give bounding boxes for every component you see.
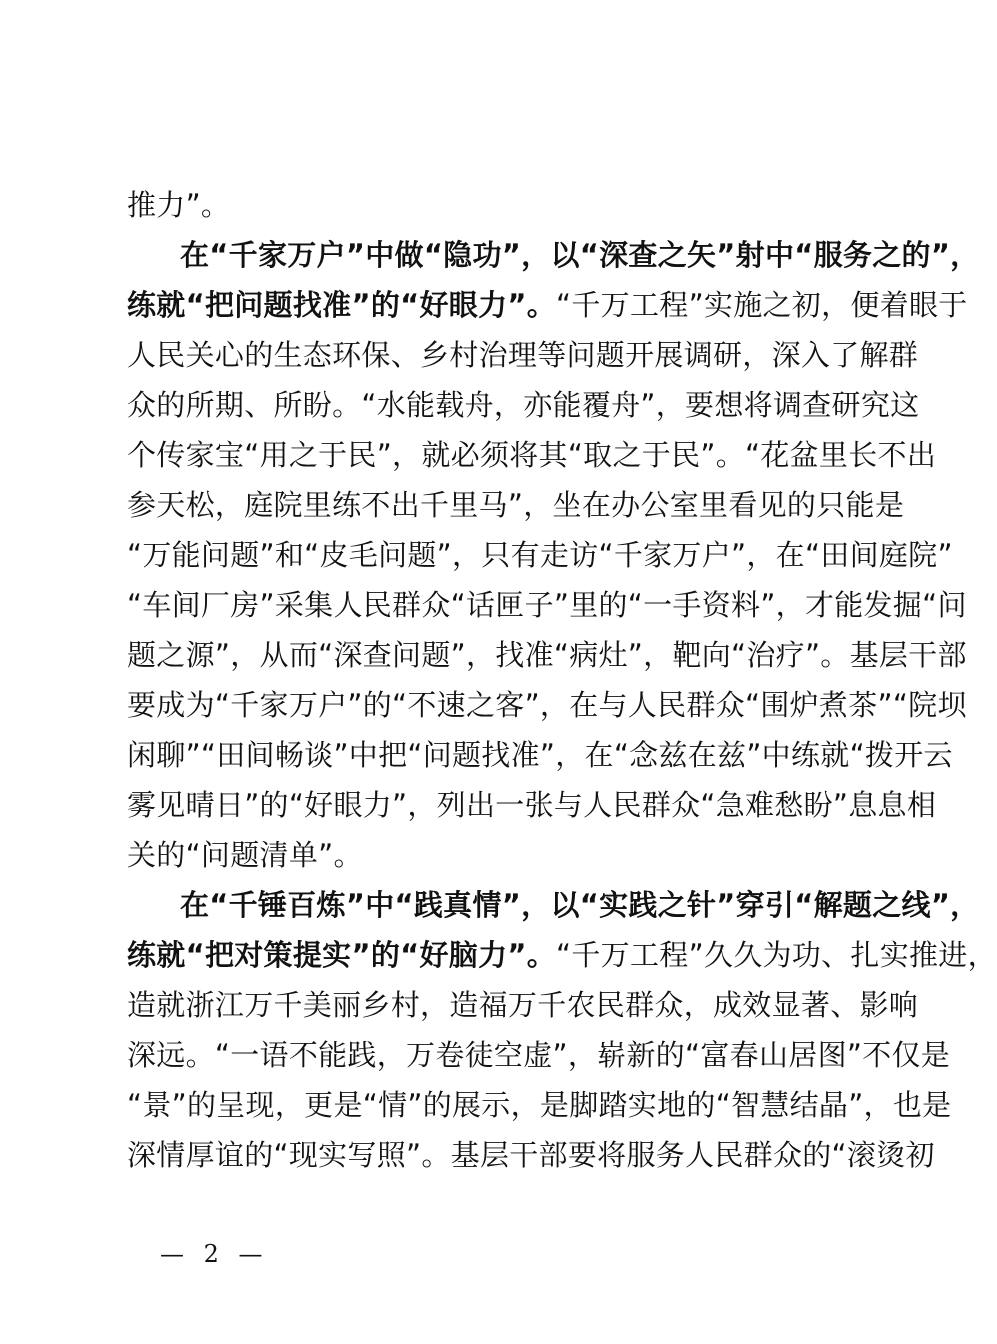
text-line-4 <box>127 330 918 380</box>
line-text: 题之源”，从而“深查问题”，找准“病灶”，靶向“治疗”。基层干部 <box>127 638 967 672</box>
text-line-12 <box>127 730 953 780</box>
line-text: “景”的呈现，更是“情”的展示，是脚踏实地的“智慧结晶”，也是 <box>127 1088 952 1122</box>
line-text: 众的所期、所盼。“水能载舟，亦能覆舟”，要想将调查研究这 <box>127 388 920 422</box>
line-text: 造就浙江万千美丽乡村，造福万千农民群众，成效显著、影响 <box>127 988 919 1022</box>
bold-heading-text: 在“千锤百炼”中“践真情”，以“实践之针”穿引“解题之线”， <box>180 888 980 922</box>
bold-heading-text: 练就“把问题找准”的“好眼力”。 <box>127 288 557 322</box>
text-line-14 <box>127 830 363 880</box>
text-line-10 <box>127 630 967 680</box>
line-text: 雾见晴日”的“好眼力”，列出一张与人民群众“急难愁盼”息息相 <box>127 788 937 822</box>
text-line-18 <box>127 1030 950 1080</box>
line-text: 个传家宝“用之于民”，就必须将其“取之于民”。“花盆里长不出 <box>127 438 937 472</box>
text-line-11 <box>127 680 967 730</box>
line-text: “车间厂房”采集人民群众“话匣子”里的“一手资料”，才能发掘“问 <box>127 588 967 622</box>
line-text: “千万工程”实施之初，便着眼于 <box>556 288 968 322</box>
bold-heading-text: 在“千家万户”中做“隐功”，以“深查之矢”射中“服务之的”， <box>180 238 980 272</box>
text-line-13 <box>127 780 936 830</box>
text-line-9 <box>127 580 967 630</box>
text-line-17 <box>127 980 918 1030</box>
text-line-6 <box>127 430 936 480</box>
line-text: 关的“问题清单”。 <box>127 838 363 872</box>
line-text: 推力”。 <box>127 188 231 222</box>
text-line-19 <box>127 1080 951 1130</box>
text-line-16 <box>127 930 997 980</box>
line-text: 要成为“千家万户”的“不速之客”，在与人民群众“围炉煮茶”“院坝 <box>127 688 967 722</box>
line-text: 闲聊”“田间畅谈”中把“问题找准”，在“念兹在兹”中练就“拨开云 <box>127 738 953 772</box>
text-line-20 <box>127 1130 935 1180</box>
text-line-5 <box>127 380 919 430</box>
line-text: 人民关心的生态环保、乡村治理等问题开展调研，深入了解群 <box>127 338 919 372</box>
paragraph-heading-1 <box>180 230 979 280</box>
text-line-1 <box>127 180 230 230</box>
paragraph-heading-2 <box>180 880 979 930</box>
line-text: “万能问题”和“皮毛问题”，只有走访“千家万户”，在“田间庭院” <box>127 538 953 572</box>
text-line-8 <box>127 530 953 580</box>
bold-heading-text: 练就“把对策提实”的“好脑力”。 <box>127 938 557 972</box>
line-text: 参天松，庭院里练不出千里马”，坐在办公室里看见的只能是 <box>127 488 905 522</box>
text-line-3 <box>127 280 968 330</box>
line-text: 深情厚谊的“现实写照”。基层干部要将服务人民群众的“滚烫初 <box>127 1138 935 1172</box>
line-text: 深远。“一语不能践，万卷徒空虚”，崭新的“富春山居图”不仅是 <box>127 1038 951 1072</box>
page-number: — 2 — <box>160 1240 269 1268</box>
line-text: “千万工程”久久为功、扎实推进， <box>556 938 997 972</box>
text-line-7 <box>127 480 904 530</box>
